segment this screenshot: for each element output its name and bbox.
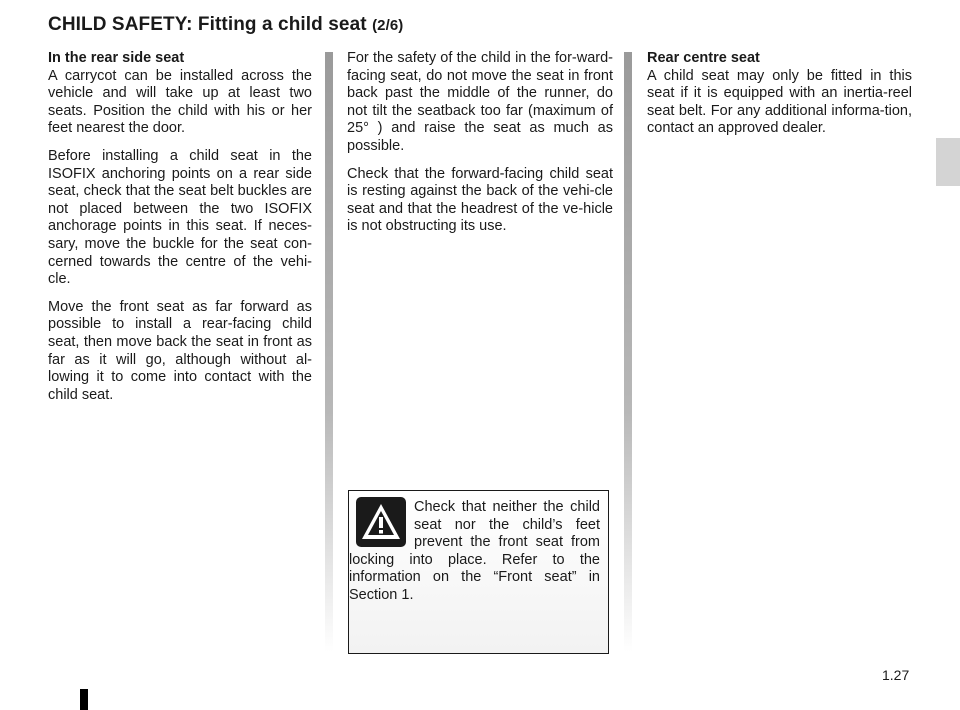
corner-crop-mark	[80, 689, 88, 710]
page-number: 1.27	[882, 667, 910, 683]
title-part-indicator: (2/6)	[372, 17, 404, 34]
column-divider-left	[325, 52, 333, 652]
text-column-middle	[347, 50, 613, 246]
forward-facing-safety-paragraph: For the safety of the child in the for-ward-facing seat, do not move the seat in front back past the middle of the runner, do not tilt the seatback too far (maximum of 25° ) and raise the seat as much as possible.	[347, 50, 613, 154]
rear-centre-seat-paragraph: A child seat may only be fitted in this seat if it is equipped with an inertia-reel seat belt. For any additional informa-tion, contact an approved dealer.	[647, 67, 912, 137]
text-column-left	[48, 50, 312, 414]
carrycot-paragraph: A carrycot can be installed across the vehicle and will take up at least two seats. Position the child with his or her feet nearest the door.	[48, 67, 312, 137]
column-divider-right	[624, 52, 632, 652]
rear-centre-seat-heading: Rear centre seat	[647, 50, 760, 66]
rear-centre-seat-block	[647, 50, 912, 138]
warning-box	[348, 490, 609, 654]
forward-facing-check-paragraph: Check that the forward-facing child seat is resting against the back of the vehi-cle seat and that the headrest of the ve-hicle is not obstructing its use.	[347, 165, 613, 235]
warning-text: Check that neither the child seat nor the child’s feet prevent the front seat from locking into place. Refer to the information on the “Front seat” in Section 1.	[349, 499, 600, 603]
page-title	[48, 14, 403, 36]
warning-triangle-icon	[356, 497, 406, 547]
title-text: CHILD SAFETY: Fitting a child seat	[48, 14, 367, 35]
isofix-paragraph: Before installing a child seat in the ISOFIX anchoring points on a rear side seat, check that the seat belt buckles are not placed between the two ISOFIX anchorage points in this seat. If neces-sary, move the buckle for the seat con-cerned towards the centre of the vehi-cle.	[48, 147, 312, 288]
rear-side-seat-intro	[48, 50, 312, 138]
rear-side-seat-heading: In the rear side seat	[48, 50, 185, 66]
text-column-right	[647, 50, 912, 148]
front-seat-paragraph: Move the front seat as far forward as possible to install a rear-facing child seat, then move back the seat in front as far as it will go, although without al-lowing it to come into contact with the child seat.	[48, 298, 312, 403]
section-tab-marker	[936, 138, 960, 186]
